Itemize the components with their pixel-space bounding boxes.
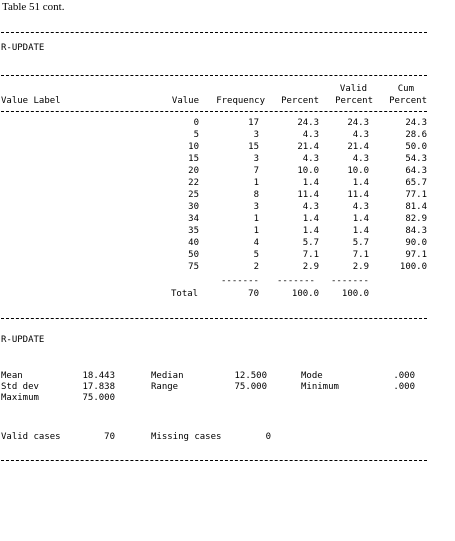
- cell-percent: 11.4: [297, 190, 319, 200]
- cell-cum-percent: 77.1: [405, 190, 427, 200]
- cell-cum-percent: 100.0: [399, 262, 427, 272]
- cell-frequency: 5: [253, 250, 259, 260]
- rule-section-break: [1, 318, 427, 319]
- cell-cum-percent: 64.3: [405, 166, 427, 176]
- cell-frequency: 7: [253, 166, 259, 176]
- cell-valid-percent: 1.4: [352, 214, 369, 224]
- rule-bottom: [1, 460, 427, 461]
- cell-frequency: 1: [253, 226, 259, 236]
- cell-frequency: 2: [253, 262, 259, 272]
- rule-header-bottom: [1, 111, 427, 112]
- cell-valid-percent: 10.0: [347, 166, 369, 176]
- valid-cases-label: Valid cases: [1, 432, 61, 442]
- cell-cum-percent: 90.0: [405, 238, 427, 248]
- cell-value: 15: [188, 154, 199, 164]
- table-row: [1, 142, 431, 152]
- stat-maximum-value: 75.000: [82, 393, 115, 403]
- cell-percent: 1.4: [302, 226, 319, 236]
- cell-valid-percent: 1.4: [352, 226, 369, 236]
- cell-value: 30: [188, 202, 199, 212]
- cell-frequency: 1: [253, 214, 259, 224]
- header-value: Value: [171, 96, 199, 106]
- section2-heading: R-UPDATE: [1, 335, 45, 345]
- cell-valid-percent: 11.4: [347, 190, 369, 200]
- table-row: [1, 262, 431, 272]
- total-underline: [1, 276, 431, 286]
- cell-percent: 5.7: [302, 238, 319, 248]
- stat-median-label: Median: [151, 371, 184, 381]
- table-row: [1, 118, 431, 128]
- stat-mode-label: Mode: [301, 371, 323, 381]
- column-headers: [1, 84, 431, 108]
- document-title: Table 51 cont.: [2, 1, 65, 13]
- table-row: [1, 178, 431, 188]
- table-row: [1, 154, 431, 164]
- cell-value: 40: [188, 238, 199, 248]
- cell-cum-percent: 24.3: [405, 118, 427, 128]
- rule-top: [1, 32, 427, 33]
- cell-value: 35: [188, 226, 199, 236]
- cell-value: 0: [193, 118, 199, 128]
- cell-frequency: 3: [253, 154, 259, 164]
- cell-cum-percent: 65.7: [405, 178, 427, 188]
- cell-percent: 4.3: [302, 130, 319, 140]
- cell-frequency: 17: [248, 118, 259, 128]
- cell-valid-percent: 5.7: [352, 238, 369, 248]
- stat-range-label: Range: [151, 382, 179, 392]
- cell-percent: 4.3: [302, 154, 319, 164]
- table-row: [1, 238, 431, 248]
- cell-percent: 2.9: [302, 262, 319, 272]
- cell-cum-percent: 50.0: [405, 142, 427, 152]
- cell-frequency: 15: [248, 142, 259, 152]
- cell-percent: 1.4: [302, 214, 319, 224]
- table-row: [1, 250, 431, 260]
- cell-cum-percent: 28.6: [405, 130, 427, 140]
- cell-valid-percent: 24.3: [347, 118, 369, 128]
- cell-value: 75: [188, 262, 199, 272]
- missing-cases-label: Missing cases: [151, 432, 222, 442]
- header-percent: Percent: [281, 96, 319, 106]
- section1-heading: R-UPDATE: [1, 43, 45, 53]
- cell-percent: 21.4: [297, 142, 319, 152]
- cell-value: 20: [188, 166, 199, 176]
- cell-valid-percent: 21.4: [347, 142, 369, 152]
- cell-percent: 1.4: [302, 178, 319, 188]
- cell-cum-percent: 84.3: [405, 226, 427, 236]
- stat-range-value: 75.000: [234, 382, 267, 392]
- cell-value: 5: [193, 130, 199, 140]
- frequency-table: [1, 118, 431, 278]
- cell-valid-percent: 4.3: [352, 130, 369, 140]
- cell-valid-percent: 4.3: [352, 154, 369, 164]
- statistics-block: [1, 371, 431, 411]
- table-row: [1, 166, 431, 176]
- stat-mean-label: Mean: [1, 371, 23, 381]
- total-row: [1, 289, 431, 299]
- cell-cum-percent: 97.1: [405, 250, 427, 260]
- stat-minimum-value: .000: [393, 382, 415, 392]
- table-row: [1, 130, 431, 140]
- cell-value: 50: [188, 250, 199, 260]
- total-percent: 100.0: [291, 289, 319, 299]
- total-label: Total: [171, 289, 199, 299]
- cell-cum-percent: 81.4: [405, 202, 427, 212]
- underline-frequency: -------: [221, 276, 259, 286]
- header-cum-line1: Cum: [397, 84, 414, 94]
- valid-cases-value: 70: [104, 432, 115, 442]
- table-row: [1, 214, 431, 224]
- cell-percent: 4.3: [302, 202, 319, 212]
- cell-value: 10: [188, 142, 199, 152]
- header-valid-line2: Percent: [335, 96, 373, 106]
- cell-cum-percent: 82.9: [405, 214, 427, 224]
- missing-cases-value: 0: [265, 432, 271, 442]
- cell-frequency: 3: [253, 202, 259, 212]
- table-row: [1, 190, 431, 200]
- cell-percent: 24.3: [297, 118, 319, 128]
- cell-frequency: 4: [253, 238, 259, 248]
- cell-value: 25: [188, 190, 199, 200]
- total-frequency: 70: [248, 289, 259, 299]
- cell-frequency: 3: [253, 130, 259, 140]
- table-row: [1, 202, 431, 212]
- cell-value: 22: [188, 178, 199, 188]
- rule-header-top: [1, 75, 427, 76]
- stat-mode-value: .000: [393, 371, 415, 381]
- stat-maximum-label: Maximum: [1, 393, 39, 403]
- stat-mean-value: 18.443: [82, 371, 115, 381]
- header-value-label: Value Label: [1, 96, 61, 106]
- header-valid-line1: Valid: [339, 84, 367, 94]
- cell-valid-percent: 7.1: [352, 250, 369, 260]
- total-valid: 100.0: [341, 289, 369, 299]
- stat-minimum-label: Minimum: [301, 382, 339, 392]
- underline-valid: -------: [331, 276, 369, 286]
- cases-line: [1, 432, 431, 442]
- header-frequency: Frequency: [216, 96, 265, 106]
- table-row: [1, 226, 431, 236]
- cell-percent: 10.0: [297, 166, 319, 176]
- cell-valid-percent: 1.4: [352, 178, 369, 188]
- stat-stddev-value: 17.838: [82, 382, 115, 392]
- stat-stddev-label: Std dev: [1, 382, 39, 392]
- header-cum-line2: Percent: [389, 96, 427, 106]
- cell-value: 34: [188, 214, 199, 224]
- stat-median-value: 12.500: [234, 371, 267, 381]
- cell-frequency: 1: [253, 178, 259, 188]
- cell-frequency: 8: [253, 190, 259, 200]
- cell-cum-percent: 54.3: [405, 154, 427, 164]
- cell-valid-percent: 4.3: [352, 202, 369, 212]
- underline-percent: -------: [277, 276, 315, 286]
- cell-valid-percent: 2.9: [352, 262, 369, 272]
- cell-percent: 7.1: [302, 250, 319, 260]
